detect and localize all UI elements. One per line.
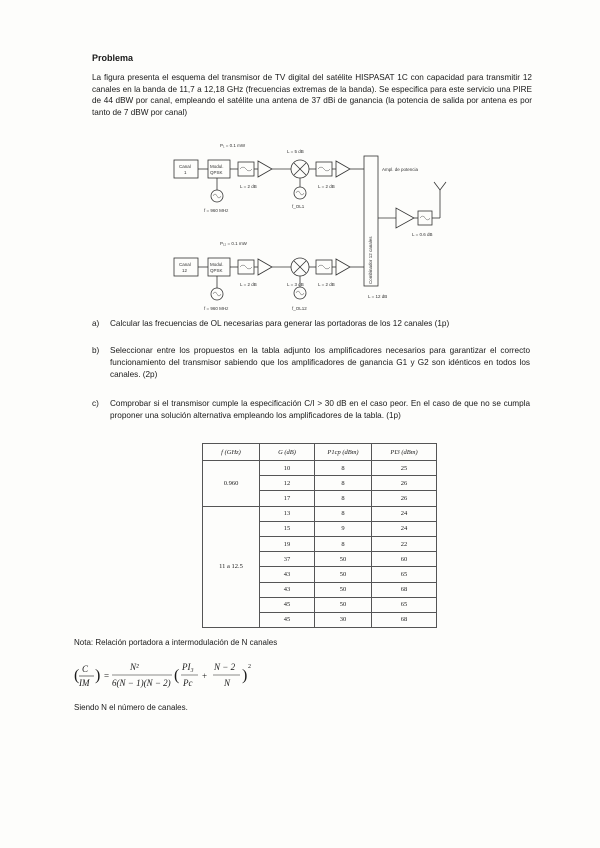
- table-cell: 25: [372, 461, 437, 476]
- table-cell: 68: [372, 612, 437, 627]
- amplifier-g2-1: [336, 161, 350, 177]
- question-a-label: a): [92, 319, 100, 328]
- formula-pc: Pc: [183, 678, 193, 688]
- table-cell: 26: [372, 491, 437, 506]
- formula-eq: =: [104, 671, 110, 681]
- ol12-label: f_OL12: [292, 306, 307, 311]
- table-cell: 65: [372, 567, 437, 582]
- antenna-icon: [434, 182, 446, 190]
- table-cell: 22: [372, 536, 437, 551]
- header-p1cp: P1cp (dBm): [315, 444, 372, 461]
- modul1-line2: QPSK: [210, 170, 223, 175]
- table-row: [203, 506, 437, 521]
- channel-12-block: [174, 258, 198, 276]
- table-cell: 9: [315, 521, 372, 536]
- table-cell: 17: [260, 491, 315, 506]
- intro-paragraph: La figura presenta el esquema del transmisor de TV digital del satélite HISPASAT 1C con capacidad para transmitir 12 canales en la banda de 11,7 a 12,18 GHz (frecuencias extremas de la banda). Se especifica para este servicio una PIRE de 44 dBW por canal, empleando el satélite una antena de 37 dBi de ganancia (la potencia de salida por antena es por tanto de 7 dBW por canal): [92, 73, 532, 117]
- table-cell: 37: [260, 552, 315, 567]
- ol1-label: f_OL1: [292, 204, 305, 209]
- table-cell: 68: [372, 582, 437, 597]
- formula-exp: 2: [248, 664, 251, 670]
- table-cell: 50: [315, 582, 372, 597]
- filt-loss-label-3: L = 2 dB: [240, 282, 257, 287]
- formula-c: C: [82, 664, 89, 674]
- table-cell: 24: [372, 521, 437, 536]
- formula-den: 6(N − 1)(N − 2): [112, 678, 171, 688]
- freq-group-cell: 0.960: [203, 461, 260, 507]
- closing-text: Siendo N el número de canales.: [74, 703, 188, 712]
- header-pi3: PI3 (dBm): [372, 444, 437, 461]
- combiner-label: Combinador 12 canales: [368, 236, 373, 284]
- formula-plus: +: [202, 671, 208, 681]
- p12-label: P₁₂ = 0.1 mW: [220, 241, 247, 246]
- paren-l-1: (: [74, 667, 80, 684]
- question-b-text: Seleccionar entre los propuestos en la tabla adjunto los amplificadores necesarios para garantizar el correcto funcionamiento del transmisor sabiendo que los amplificadores de ganancia G1 y G2 son idénticos en todos los canales. (2p): [110, 346, 530, 379]
- table-cell: 43: [260, 567, 315, 582]
- header-gain: G (dB): [260, 444, 315, 461]
- freq-group-cell: 11 a 12.5: [203, 506, 260, 628]
- question-b-label: b): [92, 346, 100, 355]
- canal1-line1: Canal: [179, 164, 191, 169]
- modulator-1-block: [208, 160, 230, 178]
- amplifier-g1-12: [258, 259, 272, 275]
- canal1-line2: 1: [184, 170, 187, 175]
- formula-pi3: PI₃: [182, 662, 194, 672]
- question-c-text: Comprobar si el transmisor cumple la especificación C/I > 30 dB en el caso peor. En el caso de que no se cumpla proponer una solución alternativa empleando los amplificadores de la tabla. (1p): [110, 399, 530, 420]
- note-text: Nota: Relación portadora a intermodulación de N canales: [74, 638, 278, 647]
- question-c-label: c): [92, 399, 99, 408]
- question-a-text: Calcular las frecuencias de OL necesarias para generar las portadoras de los 12 canales (1p): [110, 319, 450, 328]
- table-cell: 60: [372, 552, 437, 567]
- table-cell: 45: [260, 612, 315, 627]
- table-cell: 12: [260, 476, 315, 491]
- paren-r-1: ): [95, 667, 101, 684]
- table-cell: 45: [260, 597, 315, 612]
- power-amp-label: Ampl. de potencia: [382, 167, 419, 172]
- table-cell: 8: [315, 506, 372, 521]
- canal12-line2: 12: [182, 268, 188, 273]
- table-cell: 19: [260, 536, 315, 551]
- table-cell: 8: [315, 461, 372, 476]
- table-cell: 8: [315, 491, 372, 506]
- formula-nm2: N − 2: [214, 662, 236, 672]
- canal12-line1: Canal: [179, 262, 191, 267]
- amplifier-g2-12: [336, 259, 350, 275]
- table-cell: 50: [315, 567, 372, 582]
- paren-r-2: ): [242, 667, 248, 684]
- header-freq: f (GHz): [203, 444, 260, 461]
- table-cell: 43: [260, 582, 315, 597]
- formula-n2: N²: [130, 662, 139, 672]
- formula-im: IM: [79, 678, 90, 688]
- table-cell: 30: [315, 612, 372, 627]
- if-freq-label-1: f = 960 MHz: [204, 208, 229, 213]
- lo-loss-label-12: L = 3 dB: [287, 282, 304, 287]
- modul12-line1: Modul.: [210, 262, 224, 267]
- table-row: [203, 461, 437, 476]
- lo-loss-label-1: L = 5 dB: [287, 149, 304, 154]
- filt-loss-label-2: L = 2 dB: [318, 184, 335, 189]
- ci-formula: [74, 658, 334, 698]
- formula-n: N: [224, 678, 231, 688]
- table-cell: 13: [260, 506, 315, 521]
- modul1-line1: Modul.: [210, 164, 224, 169]
- paren-l-2: (: [174, 667, 180, 684]
- power-amplifier: [396, 208, 414, 228]
- combiner-loss-label: L = 12 dB: [368, 294, 388, 299]
- table-cell: 50: [315, 597, 372, 612]
- amplifier-table: [202, 443, 437, 628]
- modul12-line2: QPSK: [210, 268, 223, 273]
- amplifier-g1-1: [258, 161, 272, 177]
- table-cell: 65: [372, 597, 437, 612]
- table-cell: 8: [315, 476, 372, 491]
- if-freq-label-12: f = 960 MHz: [204, 306, 229, 311]
- modulator-12-block: [208, 258, 230, 276]
- table-cell: 24: [372, 506, 437, 521]
- output-loss-label: L = 0.6 dB: [412, 232, 433, 237]
- table-cell: 50: [315, 552, 372, 567]
- table-cell: 15: [260, 521, 315, 536]
- table-cell: 10: [260, 461, 315, 476]
- filt-loss-label-4: L = 2 dB: [318, 282, 335, 287]
- problem-title: Problema: [92, 53, 134, 63]
- channel-1-block: [174, 160, 198, 178]
- transmitter-diagram: [160, 138, 450, 324]
- table-cell: 26: [372, 476, 437, 491]
- p1-label: P₁ = 0.1 mW: [220, 143, 246, 148]
- filt-loss-label-1: L = 2 dB: [240, 184, 257, 189]
- table-cell: 8: [315, 536, 372, 551]
